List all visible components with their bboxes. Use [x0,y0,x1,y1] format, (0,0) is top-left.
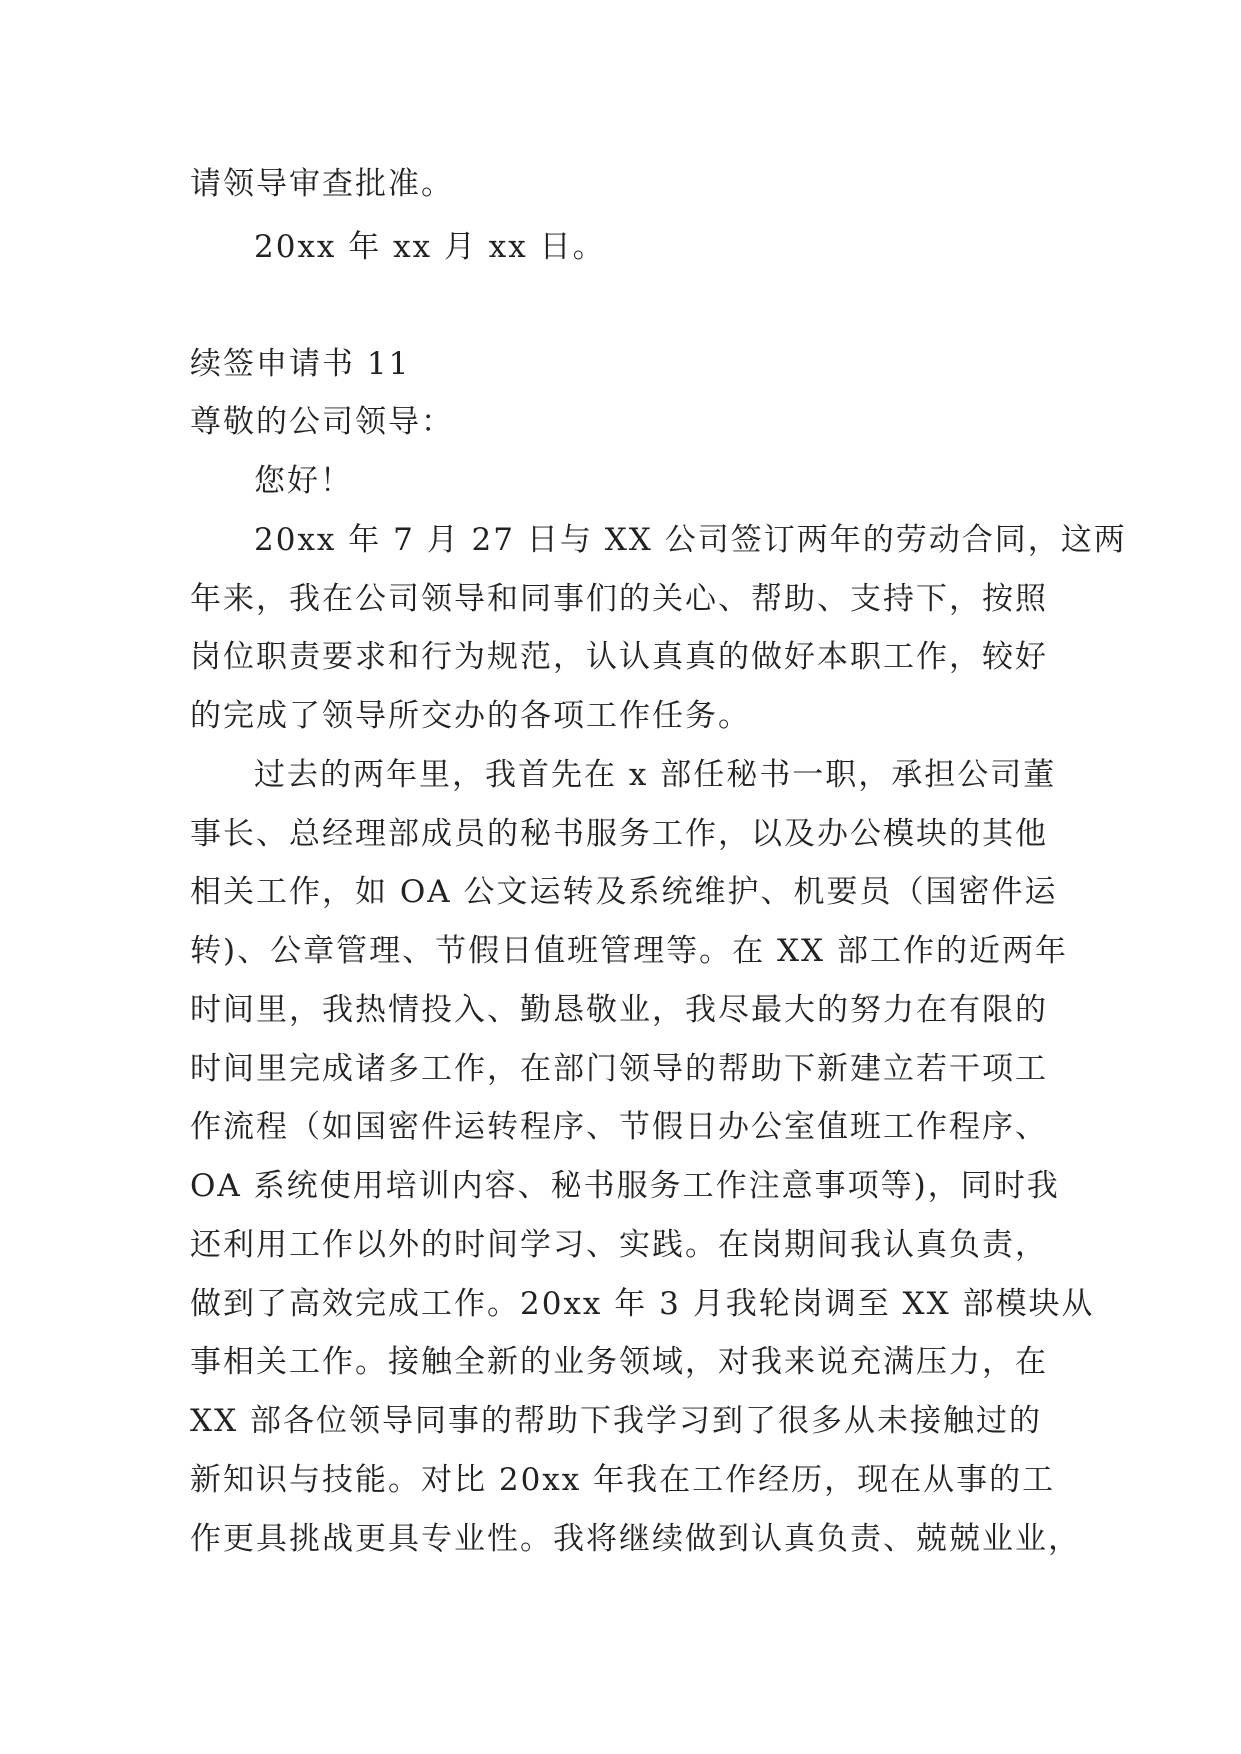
date-line: 20xx 年 xx 月 xx 日。 [254,229,606,265]
paragraph-line: OA 系统使用培训内容、秘书服务工作注意事项等)，同时我 [190,1168,1060,1204]
section-title: 续签申请书 11 [190,346,411,382]
paragraph-line: 做到了高效完成工作。20xx 年 3 月我轮岗调至 XX 部模块从 [190,1286,1095,1322]
paragraph-line: 20xx 年 7 月 27 日与 XX 公司签订两年的劳动合同，这两 [254,522,1127,558]
paragraph-line: 作更具挑战更具专业性。我将继续做到认真负责、兢兢业业， [190,1521,1081,1557]
paragraph-line: 时间里，我热情投入、勤恳敬业，我尽最大的努力在有限的 [190,992,1048,1028]
paragraph-line: 新知识与技能。对比 20xx 年我在工作经历，现在从事的工 [190,1462,1056,1498]
paragraph-line: 转)、公章管理、节假日值班管理等。在 XX 部工作的近两年 [190,933,1068,969]
paragraph-line: 事相关工作。接触全新的业务领域，对我来说充满压力，在 [190,1344,1048,1380]
paragraph-line: XX 部各位领导同事的帮助下我学习到了很多从未接触过的 [190,1403,1042,1439]
salutation: 尊敬的公司领导： [190,404,454,440]
paragraph-line: 的完成了领导所交办的各项工作任务。 [190,698,751,734]
paragraph-line: 相关工作，如 OA 公文运转及系统维护、机要员（国密件运 [190,874,1058,910]
paragraph-line: 作流程（如国密件运转程序、节假日办公室值班工作程序、 [190,1109,1048,1145]
paragraph-line: 过去的两年里，我首先在 x 部任秘书一职，承担公司董 [254,757,1057,793]
closing-request-line: 请领导审查批准。 [190,166,454,202]
greeting: 您好！ [254,463,353,499]
paragraph-line: 年来，我在公司领导和同事们的关心、帮助、支持下，按照 [190,581,1048,617]
paragraph-line: 岗位职责要求和行为规范，认认真真的做好本职工作，较好 [190,639,1048,675]
paragraph-line: 还利用工作以外的时间学习、实践。在岗期间我认真负责， [190,1227,1048,1263]
paragraph-line: 事长、总经理部成员的秘书服务工作，以及办公模块的其他 [190,816,1048,852]
paragraph-line: 时间里完成诸多工作，在部门领导的帮助下新建立若干项工 [190,1051,1048,1087]
